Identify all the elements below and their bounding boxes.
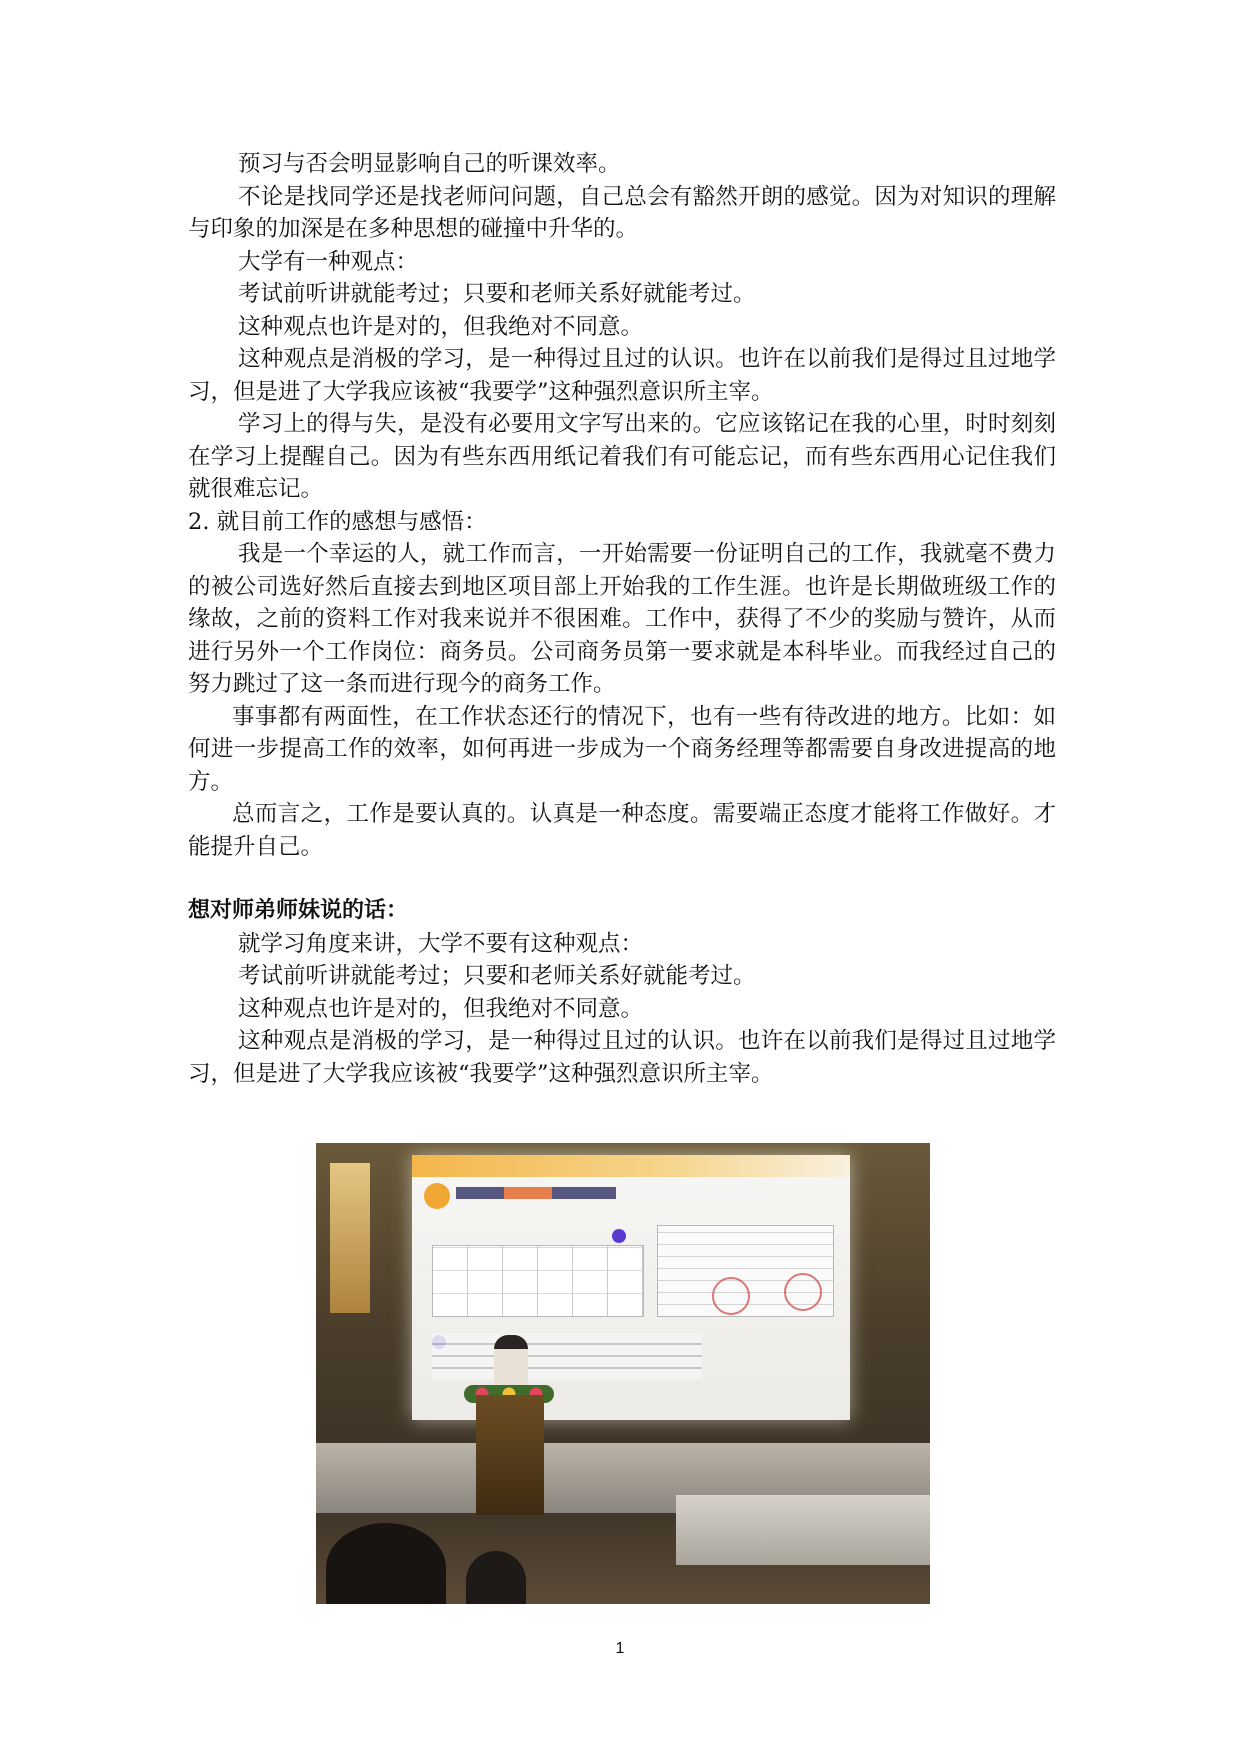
page-number: 1 <box>615 1640 625 1657</box>
paragraph: 预习与否会明显影响自己的听课效率。 <box>238 151 621 177</box>
paragraph: 这种观点是消极的学习，是一种得过且过的认识。也许在以前我们是得过且过地学习，但是进了大学我应该被“我要学”这种强烈意识所主宰。 <box>188 346 1056 405</box>
projection-screen <box>412 1155 850 1420</box>
stamp-icon <box>784 1273 822 1311</box>
spacer <box>188 863 1056 895</box>
paragraph: 这种观点也许是对的，但我绝对不同意。 <box>238 995 644 1022</box>
slide-logo-icon <box>424 1183 450 1209</box>
paragraph: 考试前听讲就能考过；只要和老师关系好就能考过。 <box>238 963 756 989</box>
body-text-top <box>188 148 1056 863</box>
document-body <box>188 148 1056 1090</box>
slide-notes <box>432 1333 702 1379</box>
paragraph: 事事都有两面性，在工作状态还行的情况下，也有一些有待改进的地方。比如：如何进一步提高工作的效率，如何再进一步成为一个商务经理等都需要自身改进提高的地方。 <box>188 703 1056 795</box>
wall-lamp <box>330 1163 370 1313</box>
presenter-table <box>676 1495 930 1565</box>
section-heading: 想对师弟师妹说的话： <box>188 898 409 923</box>
paragraph: 不论是找同学还是找老师问问题，自己总会有豁然开朗的感觉。因为对知识的理解与印象的加深是在多种思想的碰撞中升华的。 <box>188 183 1056 242</box>
audience-head <box>466 1551 526 1604</box>
conference-photo <box>316 1143 930 1604</box>
paragraph: 考试前听讲就能考过；只要和老师关系好就能考过。 <box>238 281 756 307</box>
paragraph: 大学有一种观点： <box>238 248 419 275</box>
paragraph: 这种观点是消极的学习，是一种得过且过的认识。也许在以前我们是得过且过地学习，但是进了大学我应该被“我要学”这种强烈意识所主宰。 <box>188 1028 1056 1087</box>
body-text-bottom <box>188 928 1056 1091</box>
stamp-icon <box>712 1277 750 1315</box>
paragraph: 这种观点也许是对的，但我绝对不同意。 <box>238 313 644 340</box>
slide-table <box>432 1245 644 1317</box>
paragraph: 2. 就目前工作的感想与感悟： <box>188 508 487 535</box>
paragraph: 我是一个幸运的人，就工作而言，一开始需要一份证明自己的工作，我就毫不费力的被公司选好然后直接去到地区项目部上开始我的工作生涯。也许是长期做班级工作的缘故，之前的资料工作对我来说并不很困难。工作中，获得了不少的奖励与赞许，从而进行另外一个工作岗位：商务员。公司商务员第一要求就是本科毕业。而我经过自己的努力跳过了这一条而进行现今的商务工作。 <box>188 541 1056 697</box>
paragraph: 就学习角度来讲，大学不要有这种观点： <box>238 930 644 957</box>
paragraph: 总而言之，工作是要认真的。认真是一种态度。需要端正态度才能将工作做好。才能提升自己。 <box>188 801 1056 860</box>
audience-head <box>326 1523 446 1604</box>
podium <box>476 1395 544 1515</box>
paragraph: 学习上的得与失，是没有必要用文字写出来的。它应该铭记在我的心里，时时刻刻在学习上提醒自己。因为有些东西用纸记着我们有可能忘记，而有些东西用心记住我们就很难忘记。 <box>188 411 1056 502</box>
